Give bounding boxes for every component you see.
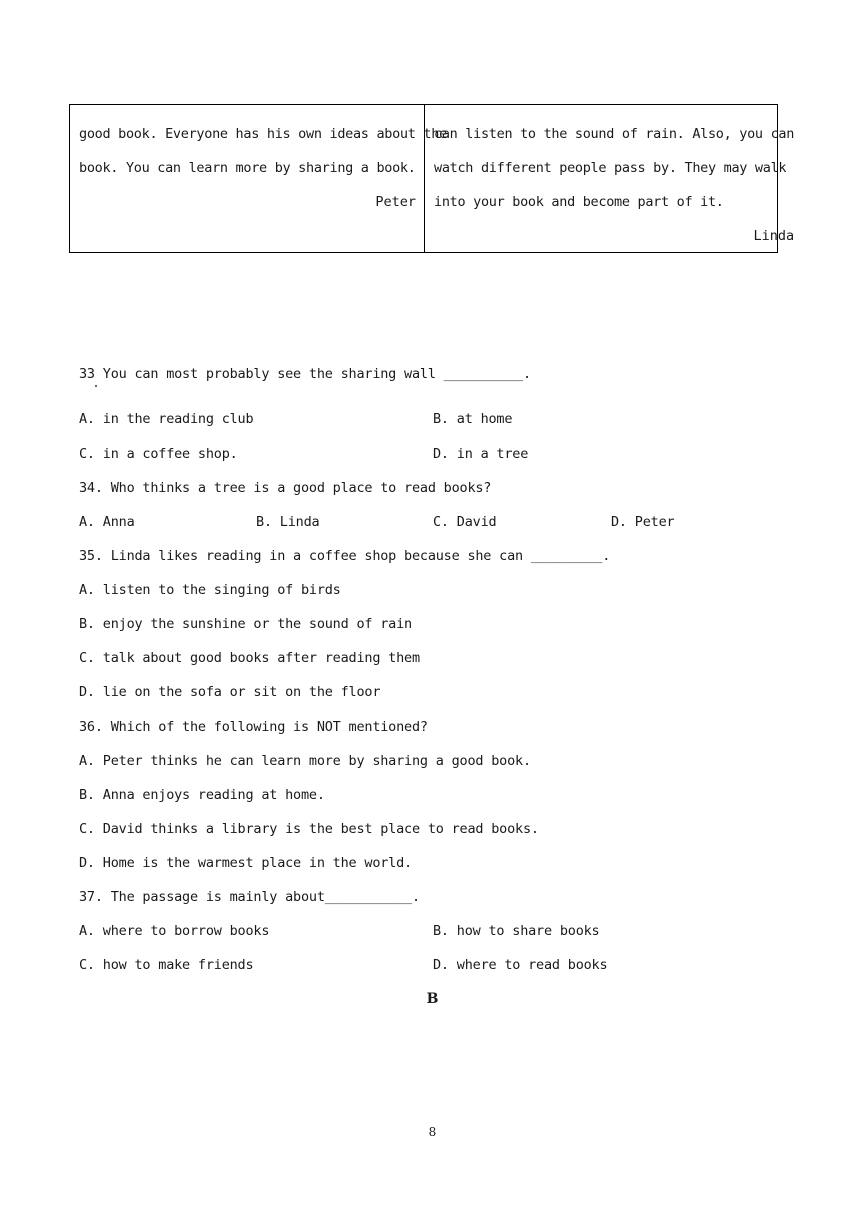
q33-option-d: D. in a tree [433, 446, 529, 462]
passage-line: can listen to the sound of rain. Also, you can [434, 126, 795, 142]
question-35-stem: 35. Linda likes reading in a coffee shop because she can _________. [79, 548, 611, 564]
passage-cell-linda [425, 105, 802, 252]
q35-option-b: B. enjoy the sunshine or the sound of rain [79, 616, 412, 632]
page-number: 8 [428, 1125, 437, 1139]
passage-line: book. You can learn more by sharing a book. [79, 160, 416, 176]
q37-option-b: B. how to share books [433, 923, 600, 939]
signature-linda: Linda [753, 228, 795, 244]
q37-option-c: C. how to make friends [79, 957, 254, 973]
stray-dot [95, 385, 97, 387]
question-37-stem: 37. The passage is mainly about___________. [79, 889, 420, 905]
q33-option-a: A. in the reading club [79, 411, 254, 427]
q36-option-d: D. Home is the warmest place in the world. [79, 855, 412, 871]
q34-option-c: C. David [433, 514, 497, 530]
section-label: B [426, 991, 439, 1007]
passage-cell-peter [70, 105, 447, 252]
q36-option-a: A. Peter thinks he can learn more by sharing a good book. [79, 753, 531, 769]
q33-option-b: B. at home [433, 411, 513, 427]
q33-option-c: C. in a coffee shop. [79, 446, 238, 462]
passage-line: good book. Everyone has his own ideas about the [79, 126, 447, 142]
q36-option-b: B. Anna enjoys reading at home. [79, 787, 325, 803]
q37-option-a: A. where to borrow books [79, 923, 270, 939]
passage-line: watch different people pass by. They may walk [434, 160, 787, 176]
question-36-stem: 36. Which of the following is NOT mentioned? [79, 719, 428, 735]
question-33-stem: 33 You can most probably see the sharing wall __________. [79, 366, 531, 382]
passage-line: into your book and become part of it. [434, 194, 724, 210]
question-34-stem: 34. Who thinks a tree is a good place to read books? [79, 480, 492, 496]
q34-option-b: B. Linda [256, 514, 320, 530]
q37-option-d: D. where to read books [433, 957, 608, 973]
q34-option-a: A. Anna [79, 514, 135, 530]
signature-peter: Peter [375, 194, 416, 210]
q35-option-c: C. talk about good books after reading them [79, 650, 420, 666]
q36-option-c: C. David thinks a library is the best place to read books. [79, 821, 539, 837]
passage-box [69, 104, 795, 253]
q35-option-a: A. listen to the singing of birds [79, 582, 341, 598]
q35-option-d: D. lie on the sofa or sit on the floor [79, 684, 381, 700]
q34-option-d: D. Peter [611, 514, 675, 530]
